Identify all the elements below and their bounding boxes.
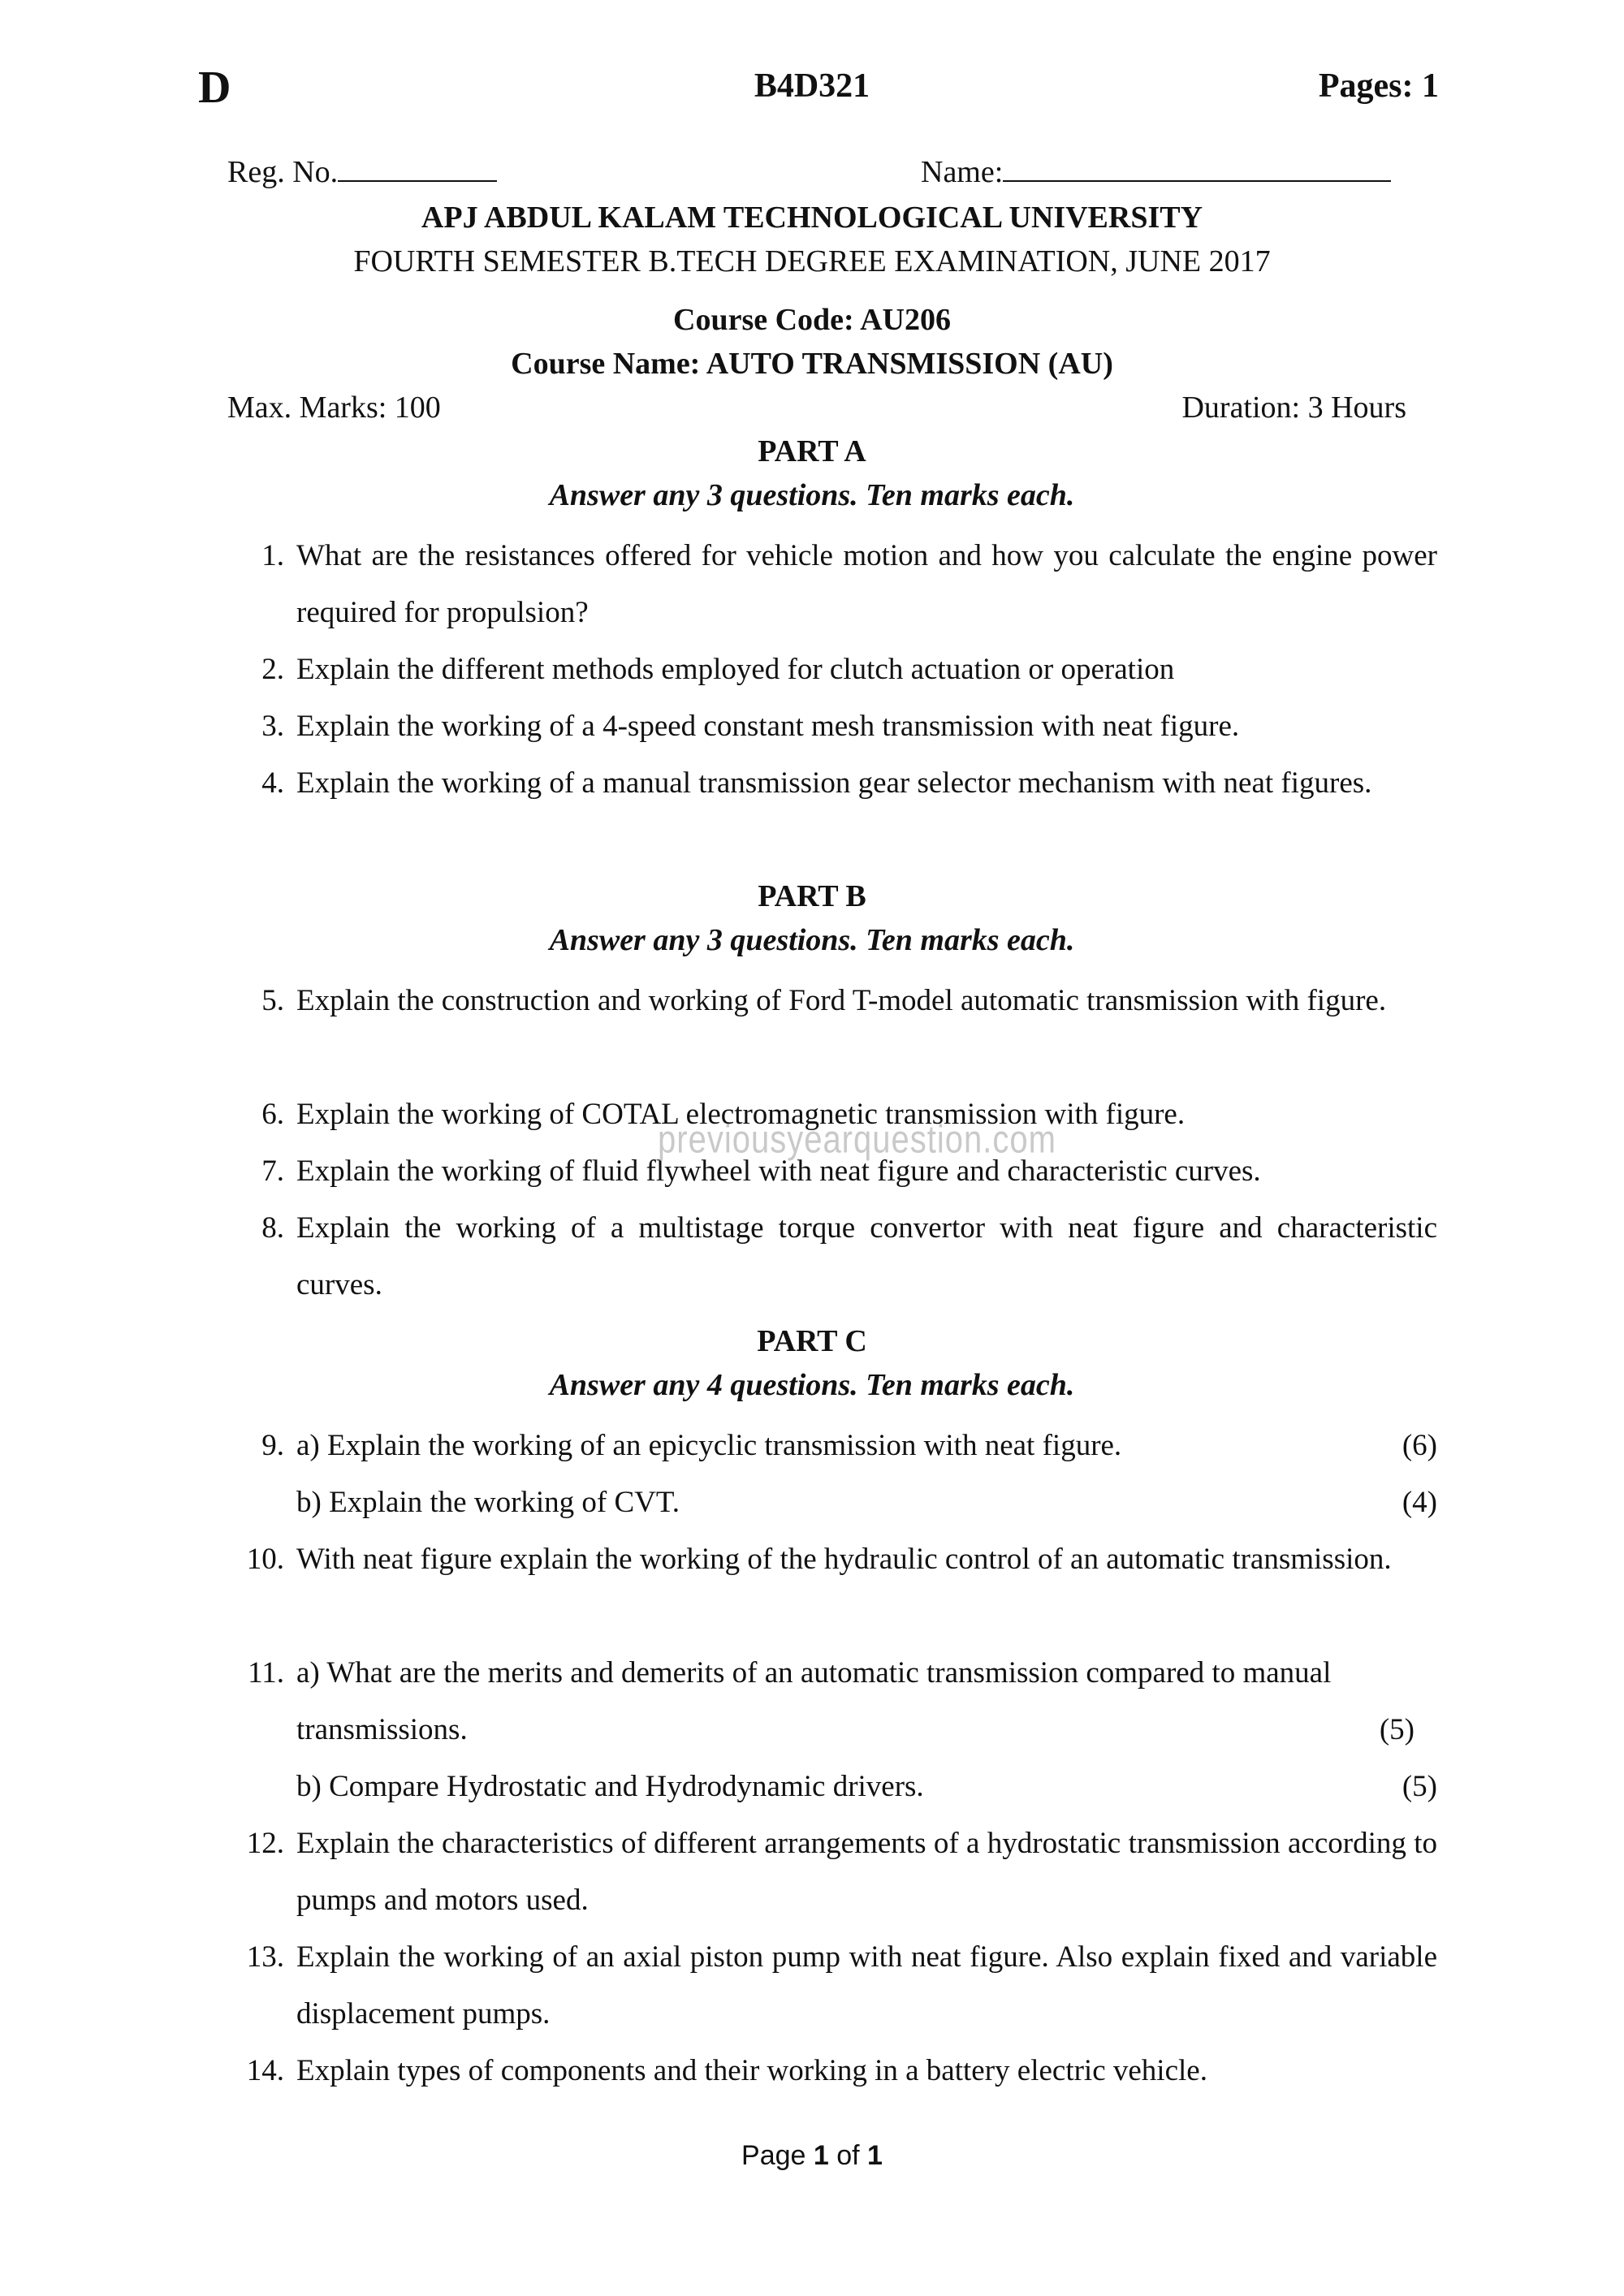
question-text: With neat figure explain the working of the hydraulic control of an automatic transmission. bbox=[296, 1543, 1392, 1576]
question-number: 12. bbox=[246, 1827, 284, 1860]
part-b-title: PART B bbox=[758, 879, 866, 913]
exam-title: FOURTH SEMESTER B.TECH DEGREE EXAMINATION, JUNE 2017 bbox=[353, 244, 1271, 278]
question-5 bbox=[235, 973, 1437, 1029]
question-11a bbox=[296, 1645, 1437, 1702]
footer-total-pages: 1 bbox=[867, 2140, 883, 2171]
page-count: Pages: 1 bbox=[1318, 67, 1439, 105]
paper-code: B4D321 bbox=[754, 67, 870, 105]
part-c-instruction: Answer any 4 questions. Ten marks each. bbox=[549, 1368, 1075, 1402]
question-text: Explain the working of fluid flywheel with neat figure and characteristic curves. bbox=[296, 1154, 1261, 1188]
question-13 bbox=[235, 1929, 1437, 2043]
question-text: Explain the working of COTAL electromagnetic transmission with figure. bbox=[296, 1098, 1186, 1131]
question-number: 14. bbox=[246, 2054, 284, 2087]
question-11b bbox=[296, 1759, 1437, 1815]
question-number: 13. bbox=[246, 1940, 284, 1974]
footer-prefix: Page bbox=[741, 2140, 814, 2171]
university-name: APJ ABDUL KALAM TECHNOLOGICAL UNIVERSITY bbox=[421, 201, 1203, 235]
question-text: a) What are the merits and demerits of an automatic transmission compared to manual bbox=[296, 1656, 1332, 1690]
question-11 bbox=[235, 1645, 1437, 1815]
question-11a-cont bbox=[296, 1702, 1437, 1759]
course-name: Course Name: AUTO TRANSMISSION (AU) bbox=[511, 347, 1113, 381]
marks: (6) bbox=[1402, 1429, 1437, 1462]
question-10 bbox=[235, 1531, 1437, 1588]
question-number: 5. bbox=[261, 984, 284, 1017]
question-12 bbox=[235, 1815, 1437, 1929]
marks: (4) bbox=[1402, 1486, 1437, 1519]
name-field bbox=[921, 154, 1391, 190]
question-text: Explain the characteristics of different arrangements of a hydrostatic transmission according to pumps and motors used. bbox=[296, 1827, 1437, 1917]
question-8 bbox=[235, 1200, 1437, 1314]
duration: Duration: 3 Hours bbox=[1181, 391, 1406, 425]
marks: (5) bbox=[1379, 1713, 1415, 1746]
question-number: 10. bbox=[246, 1543, 284, 1576]
question-text: Explain types of components and their working in a battery electric vehicle. bbox=[296, 2054, 1207, 2087]
name-label: Name: bbox=[921, 155, 1004, 189]
question-9 bbox=[235, 1418, 1437, 1531]
course-code: Course Code: AU206 bbox=[673, 303, 951, 337]
question-text: a) Explain the working of an epicyclic transmission with neat figure. bbox=[296, 1429, 1122, 1462]
part-a-title: PART A bbox=[758, 434, 866, 468]
question-text: Explain the working of a multistage torque convertor with neat figure and characteristic curves. bbox=[296, 1211, 1437, 1301]
footer-current-page: 1 bbox=[813, 2140, 829, 2171]
question-text: b) Compare Hydrostatic and Hydrodynamic drivers. bbox=[296, 1770, 924, 1803]
name-blank bbox=[1003, 154, 1391, 182]
part-c-title: PART C bbox=[757, 1324, 867, 1358]
question-number: 4. bbox=[261, 766, 284, 800]
question-text: b) Explain the working of CVT. bbox=[296, 1486, 680, 1519]
question-14 bbox=[235, 2043, 1437, 2100]
question-number: 7. bbox=[261, 1154, 284, 1188]
question-number: 8. bbox=[261, 1211, 284, 1245]
question-number: 6. bbox=[261, 1098, 284, 1131]
question-text: Explain the different methods employed for clutch actuation or operation bbox=[296, 653, 1175, 686]
max-marks: Max. Marks: 100 bbox=[227, 391, 441, 425]
reg-no-blank bbox=[338, 154, 497, 182]
reg-no-field bbox=[227, 154, 497, 190]
question-text: transmissions. bbox=[296, 1713, 468, 1746]
question-9a bbox=[296, 1418, 1437, 1474]
question-text: What are the resistances offered for vehicle motion and how you calculate the engine power required for propulsion? bbox=[296, 539, 1437, 629]
footer-of: of bbox=[828, 2140, 868, 2171]
question-text: Explain the working of a 4-speed constant mesh transmission with neat figure. bbox=[296, 710, 1240, 743]
question-1 bbox=[235, 528, 1437, 641]
marks: (5) bbox=[1402, 1770, 1437, 1803]
question-text: Explain the working of an axial piston pump with neat figure. Also explain fixed and variable displacement pumps. bbox=[296, 1940, 1437, 2031]
reg-no-label: Reg. No. bbox=[227, 155, 339, 189]
question-2 bbox=[235, 641, 1437, 698]
question-number: 11. bbox=[248, 1656, 284, 1690]
question-number: 3. bbox=[261, 710, 284, 743]
part-a-instruction: Answer any 3 questions. Ten marks each. bbox=[549, 478, 1075, 512]
question-3 bbox=[235, 698, 1437, 755]
question-number: 9. bbox=[261, 1429, 284, 1462]
question-text: Explain the working of a manual transmission gear selector mechanism with neat figures. bbox=[296, 766, 1372, 800]
question-9b bbox=[296, 1474, 1437, 1531]
watermark: previousyearquestion.com bbox=[658, 1118, 1056, 1162]
question-number: 1. bbox=[261, 539, 284, 572]
part-b-instruction: Answer any 3 questions. Ten marks each. bbox=[549, 923, 1075, 957]
page-footer bbox=[0, 2140, 1624, 2172]
question-number: 2. bbox=[261, 653, 284, 686]
question-text: Explain the construction and working of Ford T-model automatic transmission with figure. bbox=[296, 984, 1387, 1017]
question-4 bbox=[235, 755, 1437, 812]
series-letter: D bbox=[198, 63, 231, 113]
